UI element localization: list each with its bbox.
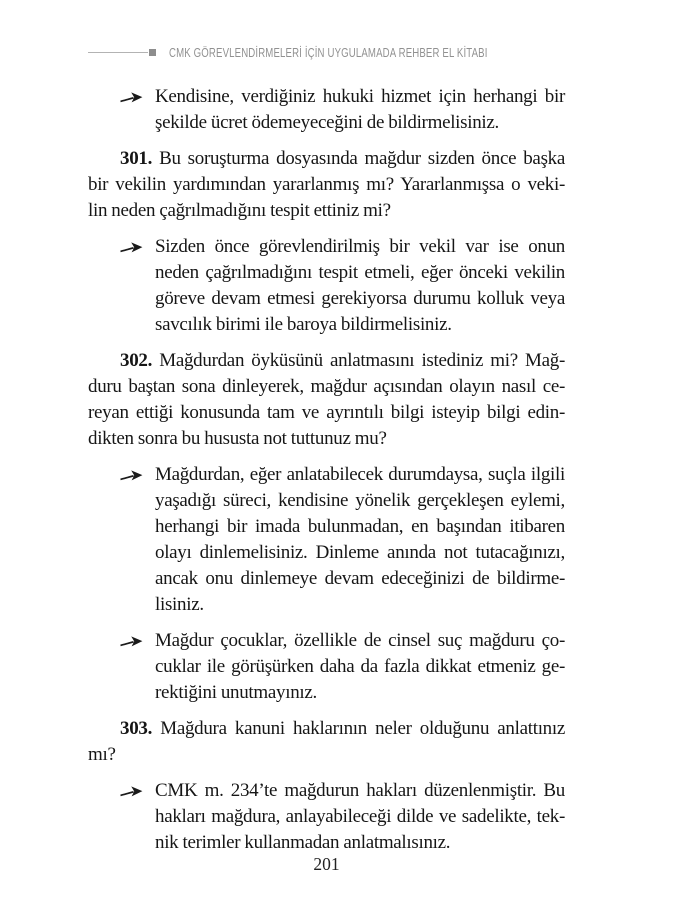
paragraph-302 — [88, 348, 565, 452]
bullet-item — [88, 84, 565, 136]
text-line: lisiniz. — [155, 594, 204, 615]
bullet-item — [88, 628, 565, 706]
text-line: hakları mağdura, anlayabileceği dilde ve sadelikte, tek- — [155, 806, 565, 827]
bullet-item — [88, 462, 565, 618]
text-line: duru baştan sona dinleyerek, mağdur açısından olayın nasıl ce- — [88, 376, 565, 397]
text-line: herhangi bir imada bulunmadan, en başından itibaren — [155, 516, 565, 537]
text-line: ancak onu dinlemeye devam edeceğinizi de bildirme- — [155, 568, 565, 589]
arrow-bullet-icon — [120, 241, 143, 254]
text-line — [88, 348, 565, 374]
text-line: şekilde ücret ödemeyeceğini de bildirmelisiniz. — [155, 112, 499, 133]
text-line: reyan ettiği konusunda tam ve ayrıntılı bilgi isteyip bilgi edin- — [88, 402, 565, 423]
arrow-bullet-icon — [120, 469, 143, 482]
text-line: göreve devam etmesi gerekiyorsa durumu kolluk veya — [155, 288, 565, 309]
paragraph-number: 301. — [120, 148, 153, 169]
arrow-bullet-icon — [120, 91, 143, 104]
text-line: olayı dinlemelisiniz. Dinleme anında not tutacağınızı, — [155, 542, 565, 563]
text-line: rektiğini unutmayınız. — [155, 682, 317, 703]
page-body — [88, 84, 565, 856]
text-line: bir vekilin yardımından yararlanmış mı? Yararlanmışsa o veki- — [88, 174, 565, 195]
text-run: Mağdura kanuni haklarının neler olduğunu anlattınız — [160, 718, 565, 739]
text-line: Mağdur çocuklar, özellikle de cinsel suç mağduru ço- — [155, 630, 565, 651]
bullet-item — [88, 234, 565, 338]
text-line: neden çağrılmadığını tespit etmeli, eğer önceki vekilin — [155, 262, 565, 283]
paragraph-number: 302. — [120, 350, 153, 371]
text-line — [88, 146, 565, 172]
page-number: 201 — [313, 854, 340, 874]
header-rule — [88, 52, 148, 53]
text-line: mı? — [88, 744, 116, 765]
text-line — [88, 716, 565, 742]
text-line: nik terimler kullanmadan anlatmalısınız. — [155, 832, 451, 853]
text-line: dikten sonra bu hususta not tuttunuz mu? — [88, 428, 387, 449]
text-line: yaşadığı süreci, kendisine yönelik gerçekleşen eylemi, — [155, 490, 565, 511]
paragraph-301 — [88, 146, 565, 224]
running-head-title: CMK GÖREVLENDİRMELERİ İÇİN UYGULAMADA REHBER EL KİTABI — [169, 45, 489, 60]
arrow-bullet-icon — [120, 785, 143, 798]
text-line: Sizden önce görevlendirilmiş bir vekil var ise onun — [155, 236, 565, 257]
bullet-item — [88, 778, 565, 856]
paragraph-number: 303. — [120, 718, 153, 739]
text-line: Mağdurdan, eğer anlatabilecek durumdaysa, suçla ilgili — [155, 464, 565, 485]
header-square-ornament — [149, 49, 156, 56]
paragraph-303 — [88, 716, 565, 768]
text-run: Mağdurdan öyküsünü anlatmasını istediniz mi? Mağ- — [159, 350, 566, 371]
text-line: lin neden çağrılmadığını tespit ettiniz mi? — [88, 200, 391, 221]
text-run: Bu soruşturma dosyasında mağdur sizden önce başka — [159, 148, 565, 169]
text-line: Kendisine, verdiğiniz hukuki hizmet için herhangi bir — [155, 86, 565, 107]
arrow-bullet-icon — [120, 635, 143, 648]
text-line: CMK m. 234’te mağdurun hakları düzenlenmiştir. Bu — [155, 780, 565, 801]
text-line: savcılık birimi ile baroya bildirmelisiniz. — [155, 314, 452, 335]
text-line: cuklar ile görüşürken daha da fazla dikkat etmeniz ge- — [155, 656, 565, 677]
page-header — [88, 45, 600, 60]
